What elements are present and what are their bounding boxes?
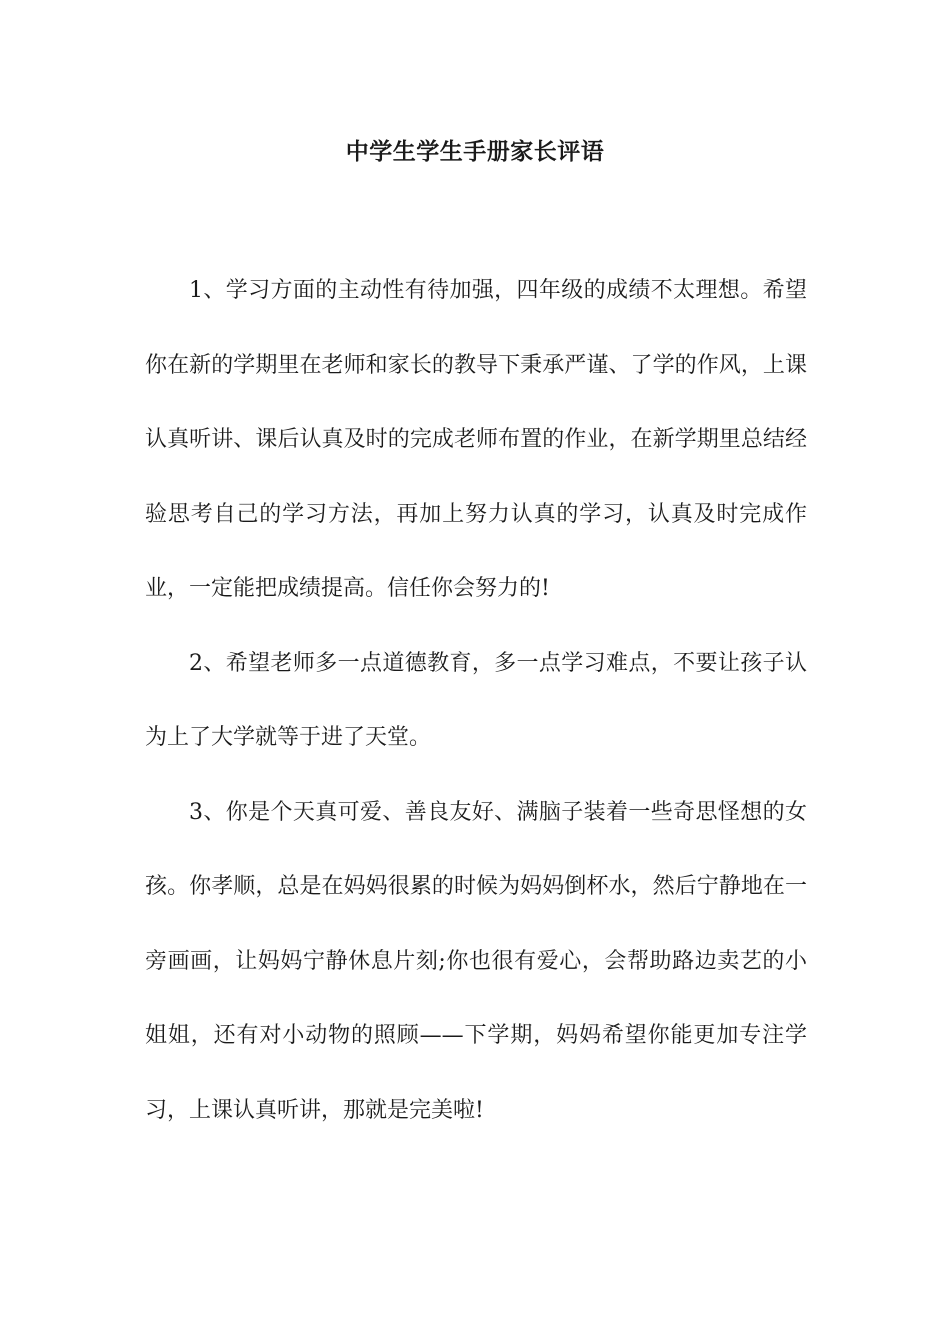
paragraph-3: 3、你是个天真可爱、善良友好、满脑子装着一些奇思怪想的女孩。你孝顺，总是在妈妈很累的时候为妈妈倒杯水，然后宁静地在一旁画画，让妈妈宁静休息片刻;你也很有爱心，会帮助路边卖艺的小姐姐，还有对小动物的照顾——下学期，妈妈希望你能更加专注学习，上课认真听讲，那就是完美啦! [145,799,807,1123]
paragraph-1: 1、学习方面的主动性有待加强，四年级的成绩不太理想。希望你在新的学期里在老师和家长的教导下秉承严谨、了学的作风，上课认真听讲、课后认真及时的完成老师布置的作业，在新学期里总结经验思考自己的学习方法，再加上努力认真的学习，认真及时完成作业，一定能把成绩提高。信任你会努力的! [145,278,807,601]
paragraph-2: 2、希望老师多一点道德教育，多一点学习难点，不要让孩子认为上了大学就等于进了天堂。 [145,650,807,750]
document-body [145,254,807,1148]
document-title: 中学生学生手册家长评语 [345,138,605,165]
